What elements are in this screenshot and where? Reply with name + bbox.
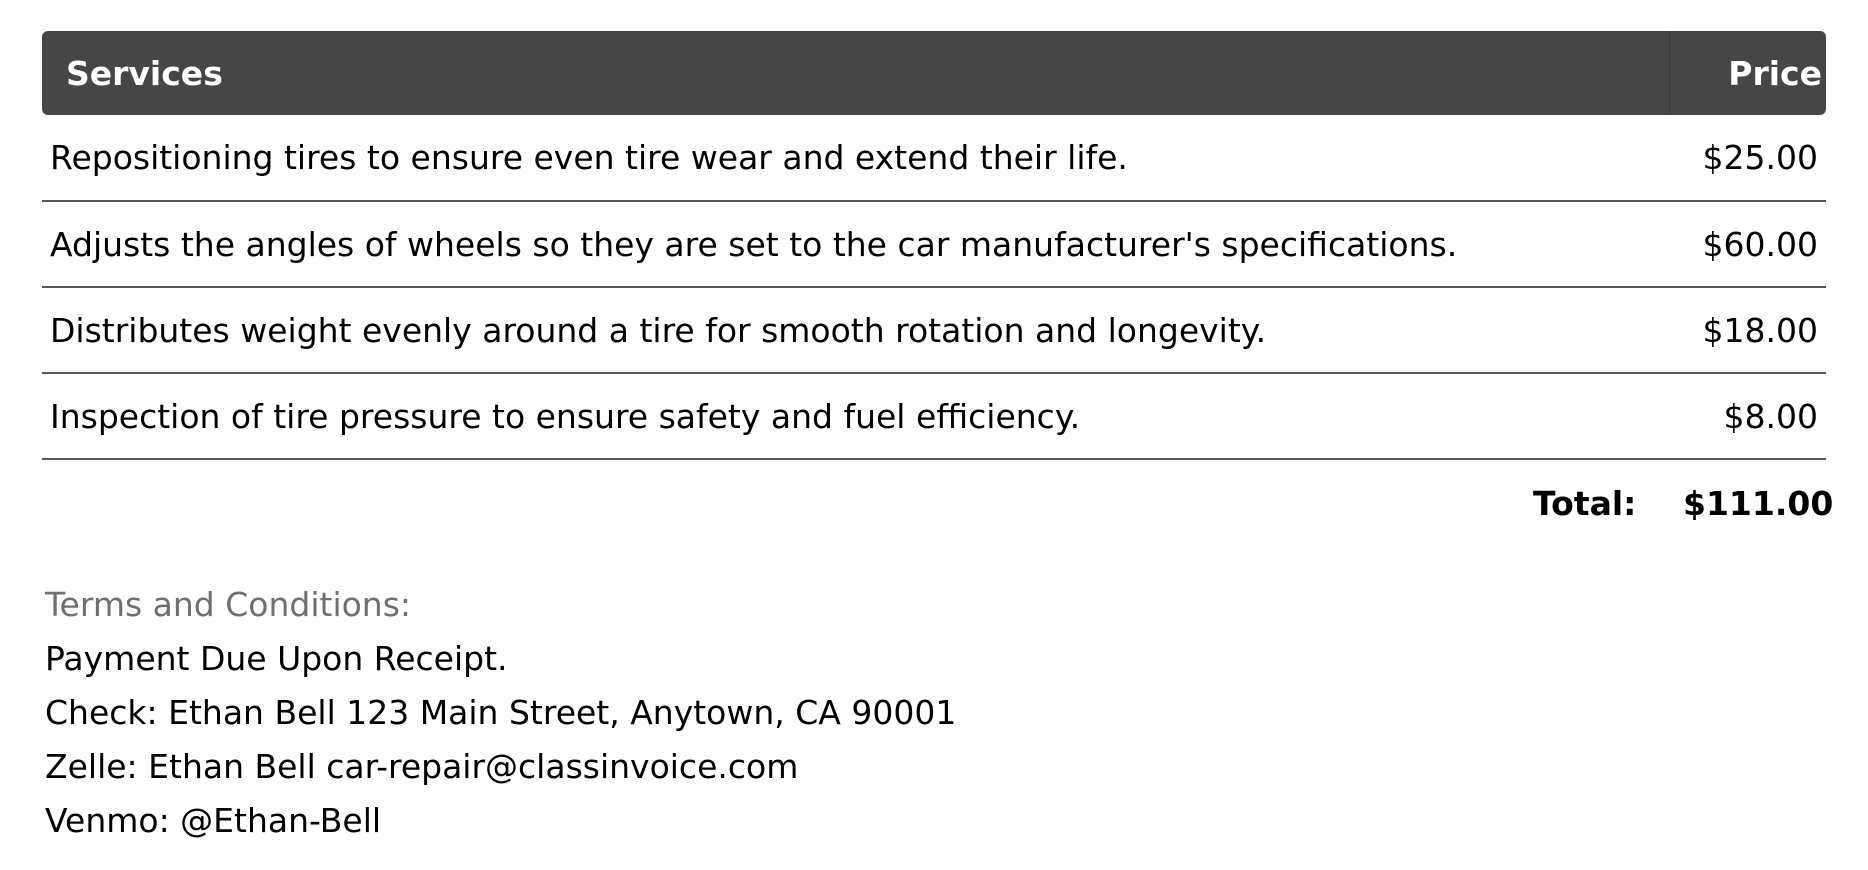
terms-line-check: Check: Ethan Bell 123 Main Street, Anytown, CA 90001 [45, 693, 957, 732]
services-table-body [42, 115, 1826, 459]
service-price: $60.00 [1669, 201, 1826, 287]
terms-line-payment: Payment Due Upon Receipt. [45, 639, 508, 678]
invoice-services-section [42, 31, 1834, 848]
service-description: Inspection of tire pressure to ensure safety and fuel efficiency. [42, 373, 1669, 459]
header-row [42, 31, 1826, 115]
service-description: Adjusts the angles of wheels so they are set to the car manufacturer's specifications. [42, 201, 1669, 287]
services-column-header: Services [42, 31, 1669, 115]
table-row [42, 115, 1826, 201]
service-description: Repositioning tires to ensure even tire wear and extend their life. [42, 115, 1669, 201]
terms-line-zelle: Zelle: Ethan Bell car-repair@classinvoice.com [45, 747, 799, 786]
terms-title: Terms and Conditions: [45, 585, 412, 624]
terms-line-venmo: Venmo: @Ethan-Bell [45, 801, 382, 840]
total-row [42, 460, 1834, 546]
service-price: $25.00 [1669, 115, 1826, 201]
table-row [42, 201, 1826, 287]
price-column-header: Price [1669, 31, 1826, 115]
service-price: $18.00 [1669, 287, 1826, 373]
service-description: Distributes weight evenly around a tire for smooth rotation and longevity. [42, 287, 1669, 373]
service-price: $8.00 [1669, 373, 1826, 459]
table-row [42, 287, 1826, 373]
total-label: Total: [1533, 483, 1637, 523]
total-value: $111.00 [1683, 483, 1834, 523]
table-row [42, 373, 1826, 459]
terms-and-conditions [42, 578, 1826, 848]
services-table-header [42, 31, 1826, 115]
services-table [42, 31, 1826, 460]
